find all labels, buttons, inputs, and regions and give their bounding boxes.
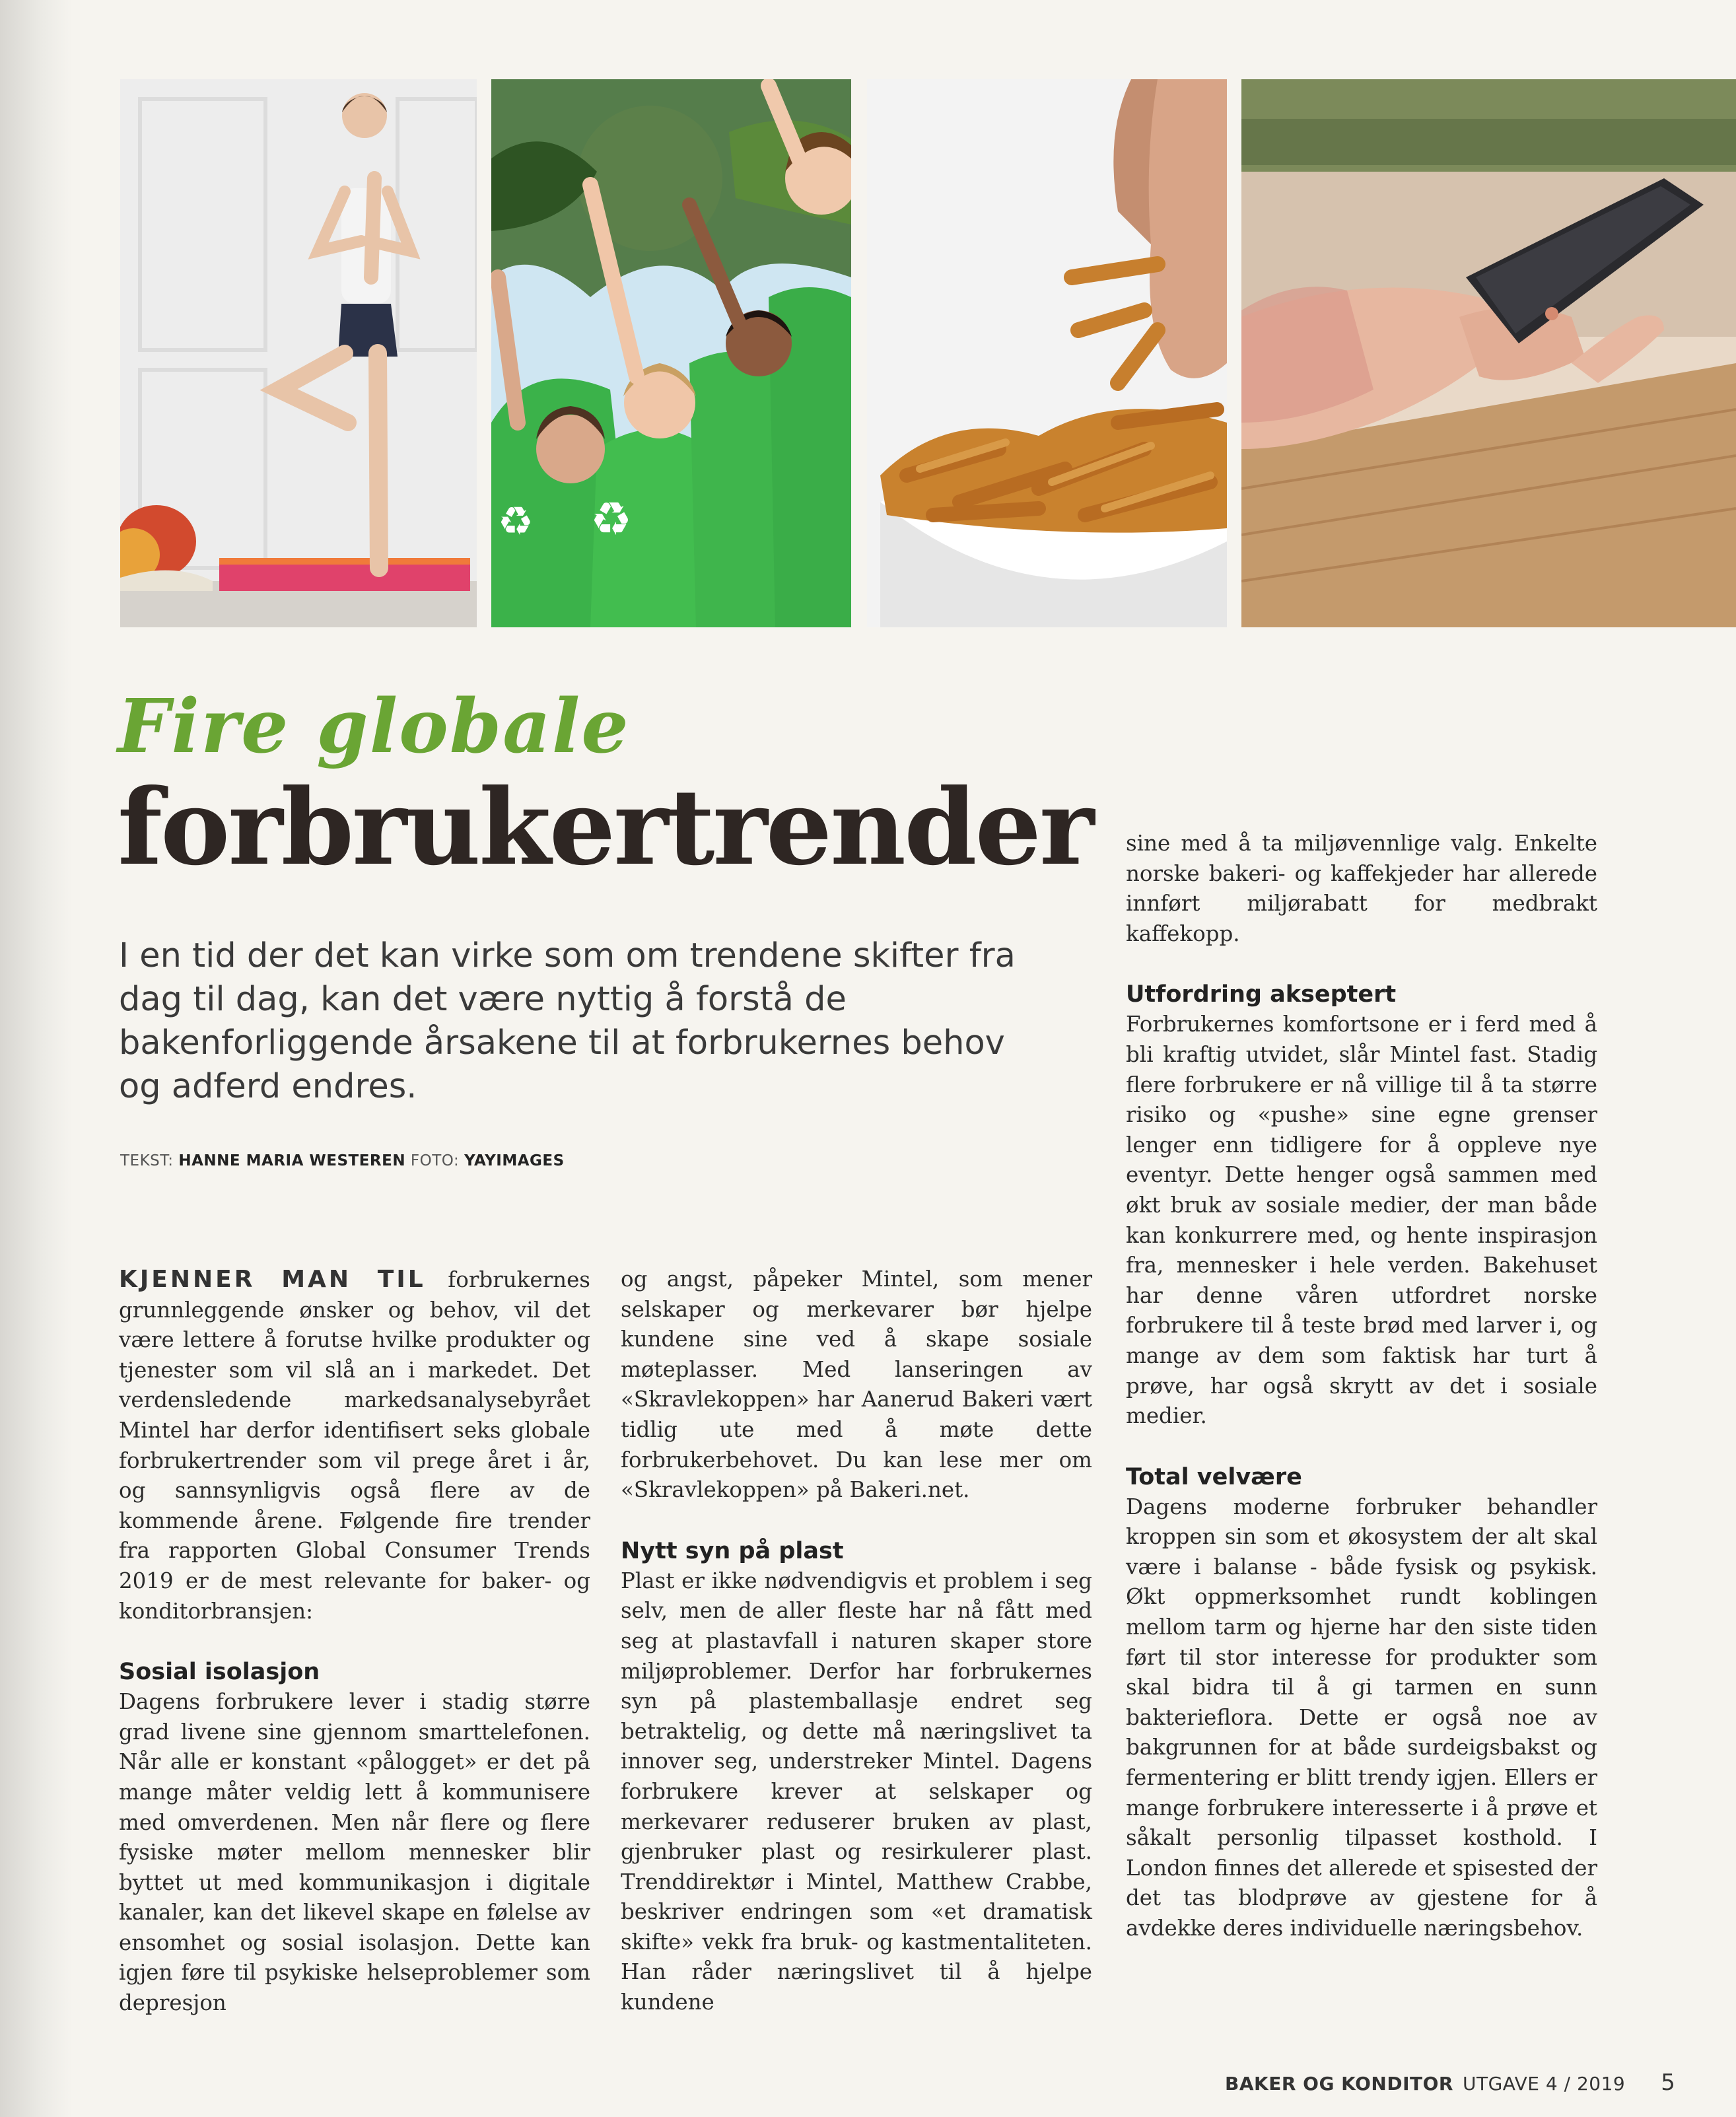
article-column-1 [119, 1265, 590, 2019]
article-column-2 [621, 1265, 1092, 2018]
section-text-sosial-isolasjon: Dagens forbrukere lever i stadig større grad livene sine gjennom smarttelefonen. Når alle er konstant «pålogget» er det på mange måter veldig lett å kommunisere med omverdenen. Men når flere og flere fysiske møter mellom mennesker blir byttet ut med kommunikasjon i digitale kanaler, kan det likevel skape en følelse av ensomhet og sosial isolasjon. Dette kan igjen føre til psykiske helseproblemer som depresjon [119, 1689, 590, 2016]
section-heading-sosial-isolasjon: Sosial isolasjon [119, 1659, 320, 1686]
svg-text:♻: ♻ [498, 499, 534, 545]
section-text-total-velvaere: Dagens moderne forbruker behandler kroppen sin som et økosystem der alt skal være i balanse - både fysisk og psykisk. Økt oppmerksomhet rundt koblingen mellom tarm og hjerne har den siste tiden ført til stor interesse for produkter som skal bidra til å gi tarmen en sunn bakterieflora. Dette er også noe av bakgrunnen for at både surdeigsbakst og fermentering er blitt trendy igjen. Ellers er mange forbrukere interesserte i å prøve et såkalt personlig tilpasset kosthold. I London finnes det allerede et spisested der det tas blodprøve av gjestene for å avdekke deres individuelle næringsbehov. [1126, 1494, 1597, 1941]
text-credit-label: TEKST: [120, 1152, 174, 1169]
article-column-3 [1126, 829, 1597, 1944]
continued-paragraph: sine med å ta miljøvennlige valg. Enkelte norske bakeri- og kaffekjeder har allerede innført miljørabatt for medbrakt kaffekopp. [1126, 831, 1597, 946]
photo-credit-label: FOTO: [410, 1152, 460, 1169]
section-text-utfordring-akseptert: Forbrukernes komfortsone er i ferd med å bli kraftig utvidet, slår Mintel fast. Stadig flere forbrukere er nå villige til å ta større risiko og «pushe» sine egne grenser lenger enn tidligere for å oppleve nye eventyr. Dette henger også sammen med økt bruk av sosiale medier, der man både kan konkurrere med, og hente inspirasjon fra, mennesker i hele verden. Bakehuset har denne våren utfordret norske forbrukere til å teste brød med larver i, og mange av dem som faktisk har turt å prøve, har også skrytt av det i sosiale medier. [1126, 1012, 1597, 1429]
photo-credit-author: YAYIMAGES [464, 1152, 565, 1169]
page-footer [1225, 2069, 1675, 2096]
photo-yoga-woman [120, 79, 477, 627]
text-credit-author: HANNE MARIA WESTEREN [178, 1152, 406, 1169]
photo-edible-larvae [867, 79, 1227, 627]
headline-kicker: Fire globale [118, 683, 630, 770]
section-heading-nytt-syn-paa-plast: Nytt syn på plast [621, 1537, 844, 1564]
lead-in: KJENNER MAN TIL [119, 1266, 426, 1293]
section-heading-total-velvaere: Total velvære [1126, 1463, 1302, 1490]
continued-paragraph: og angst, påpeker Mintel, som mener selskaper og merkevarer bør hjelpe kundene sine ved å skape sosiale møteplasser. Med lanseringen av «Skravlekoppen» har Aanerud Bakeri vært tidlig ute med å møte dette forbrukerbehovet. Du kan lese mer om «Skravlekoppen» på Bakeri.net. [621, 1267, 1092, 1503]
intro-paragraph [119, 1265, 590, 1626]
byline [120, 1152, 565, 1169]
intro-text: forbrukernes grunnleggende ønsker og behov, vil det være lettere å forutse hvilke produkter og tjenester som vil slå an i markedet. Det verdensledende markedsanalysebyrået Mintel har derfor identifisert seks globale forbrukertrender som vil prege året i år, og sannsynligvis også flere av de kommende årene. Følgende fire trender fra rapporten Global Consumer Trends 2019 er de mest relevante for baker- og konditorbransjen: [119, 1267, 590, 1624]
svg-text:♻: ♻ [590, 492, 632, 546]
page-number: 5 [1661, 2069, 1675, 2096]
issue-number: UTGAVE 4 / 2019 [1462, 2073, 1626, 2095]
page-gutter-shadow [0, 0, 73, 2117]
photo-green-volunteers [491, 79, 851, 627]
headline-title: forbrukertrender [118, 767, 1093, 889]
section-heading-utfordring-akseptert: Utfordring akseptert [1126, 981, 1397, 1008]
magazine-name: BAKER OG KONDITOR [1225, 2073, 1453, 2095]
section-text-nytt-syn-paa-plast: Plast er ikke nødvendigvis et problem i seg selv, men de aller fleste har nå fått med seg at plastavfall i naturen skaper store miljøproblemer. Derfor har forbrukernes syn på plastemballasje endret seg betraktelig, og dette må næringslivet ta innover seg, understreker Mintel. Dagens forbrukere krever at selskaper og merkevarer reduserer bruken av plast, gjenbruker plast og resirkulerer plast. Trenddirektør i Mintel, Matthew Crabbe, beskriver endringen som «et dramatisk skifte» vekk fra bruk- og kastmentaliteten. Han råder næringslivet til å hjelpe kundene [621, 1568, 1092, 2015]
photo-smartphone-hand [1241, 79, 1736, 627]
lead-paragraph: I en tid der det kan virke som om trendene skifter fra dag til dag, kan det være nyttig å forstå de bakenforliggende årsakene til at forbrukernes behov og adferd endres. [119, 936, 1016, 1106]
